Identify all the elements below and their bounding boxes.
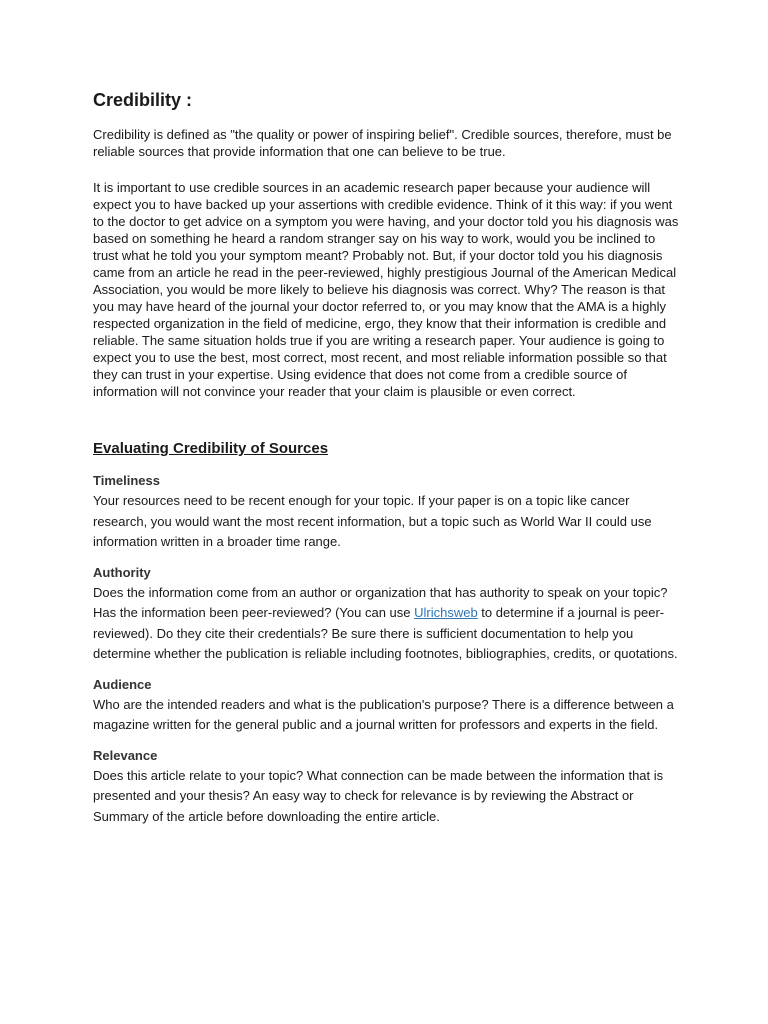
definition-paragraph: Credibility is defined as "the quality or power of inspiring belief". Credible sources, therefore, must be reliable sources that provide information that one can believe to be true. — [93, 127, 672, 159]
relevance-heading: Relevance — [93, 747, 158, 763]
section-heading: Evaluating Credibility of Sources — [93, 440, 329, 457]
page-title: Credibility : — [93, 90, 193, 110]
timeliness-heading: Timeliness — [93, 473, 160, 488]
timeliness-section — [93, 471, 683, 553]
authority-section — [93, 563, 683, 665]
audience-text: Who are the intended readers and what is the publication's purpose? There is a difference between a magazine written for the general public and a journal written for professors and experts in the field. — [93, 696, 674, 732]
audience-section — [93, 675, 683, 736]
authority-text — [93, 583, 683, 665]
audience-heading: Audience — [93, 676, 152, 692]
ulrichsweb-link[interactable]: Ulrichsweb — [414, 605, 478, 620]
authority-heading: Authority — [93, 564, 151, 580]
document-page — [93, 88, 683, 837]
authority-text-before: Does the information come from an author or organization that has authority to speak on your topic? Has the information been peer-reviewed? (You can use — [93, 584, 668, 620]
timeliness-text: Your resources need to be recent enough for your topic. If your paper is on a topic like cancer research, you would want the most recent information, but a topic such as World War II could use information written in a broader time range. — [93, 493, 652, 549]
importance-paragraph: It is important to use credible sources in an academic research paper because your audience will expect you to have backed up your assertions with credible evidence. Think of it this way: if you went to the doctor to get advice on a symptom you were having, and your doctor told you his diagnosis was based on something he heard a random stranger say on his way to work, would you be inclined to trust what he told you your symptom meant? Probably not. But, if your doctor told you his diagnosis came from an article he read in the peer-reviewed, highly prestigious Journal of the American Medical Association, you would be more likely to believe his diagnosis was correct. Why? The reason is that you may have heard of the journal your doctor referred to, or you may know that the AMA is a highly respected organization in the field of medicine, ergo, they know that their information is credible and reliable. The same situation holds true if you are writing a research paper. Your audience is going to expect you to use the best, most correct, most recent, and most reliable information possible so that they can trust in your expertise. Using evidence that does not come from a credible source of information will not convince your reader that your claim is plausible or even correct. — [93, 180, 679, 399]
relevance-section — [93, 746, 683, 828]
relevance-text: Does this article relate to your topic? What connection can be made between the information that is presented and your thesis? An easy way to check for relevance is by reviewing the Abstract or Summary of the article before downloading the entire article. — [93, 767, 664, 824]
authority-text-after: to determine if a journal is peer-reviewed). Do they cite their credentials? Be sure there is sufficient documentation to help you determine whether the publication is reliable including footnotes, bibliographies, credits, or quotations. — [93, 605, 678, 661]
